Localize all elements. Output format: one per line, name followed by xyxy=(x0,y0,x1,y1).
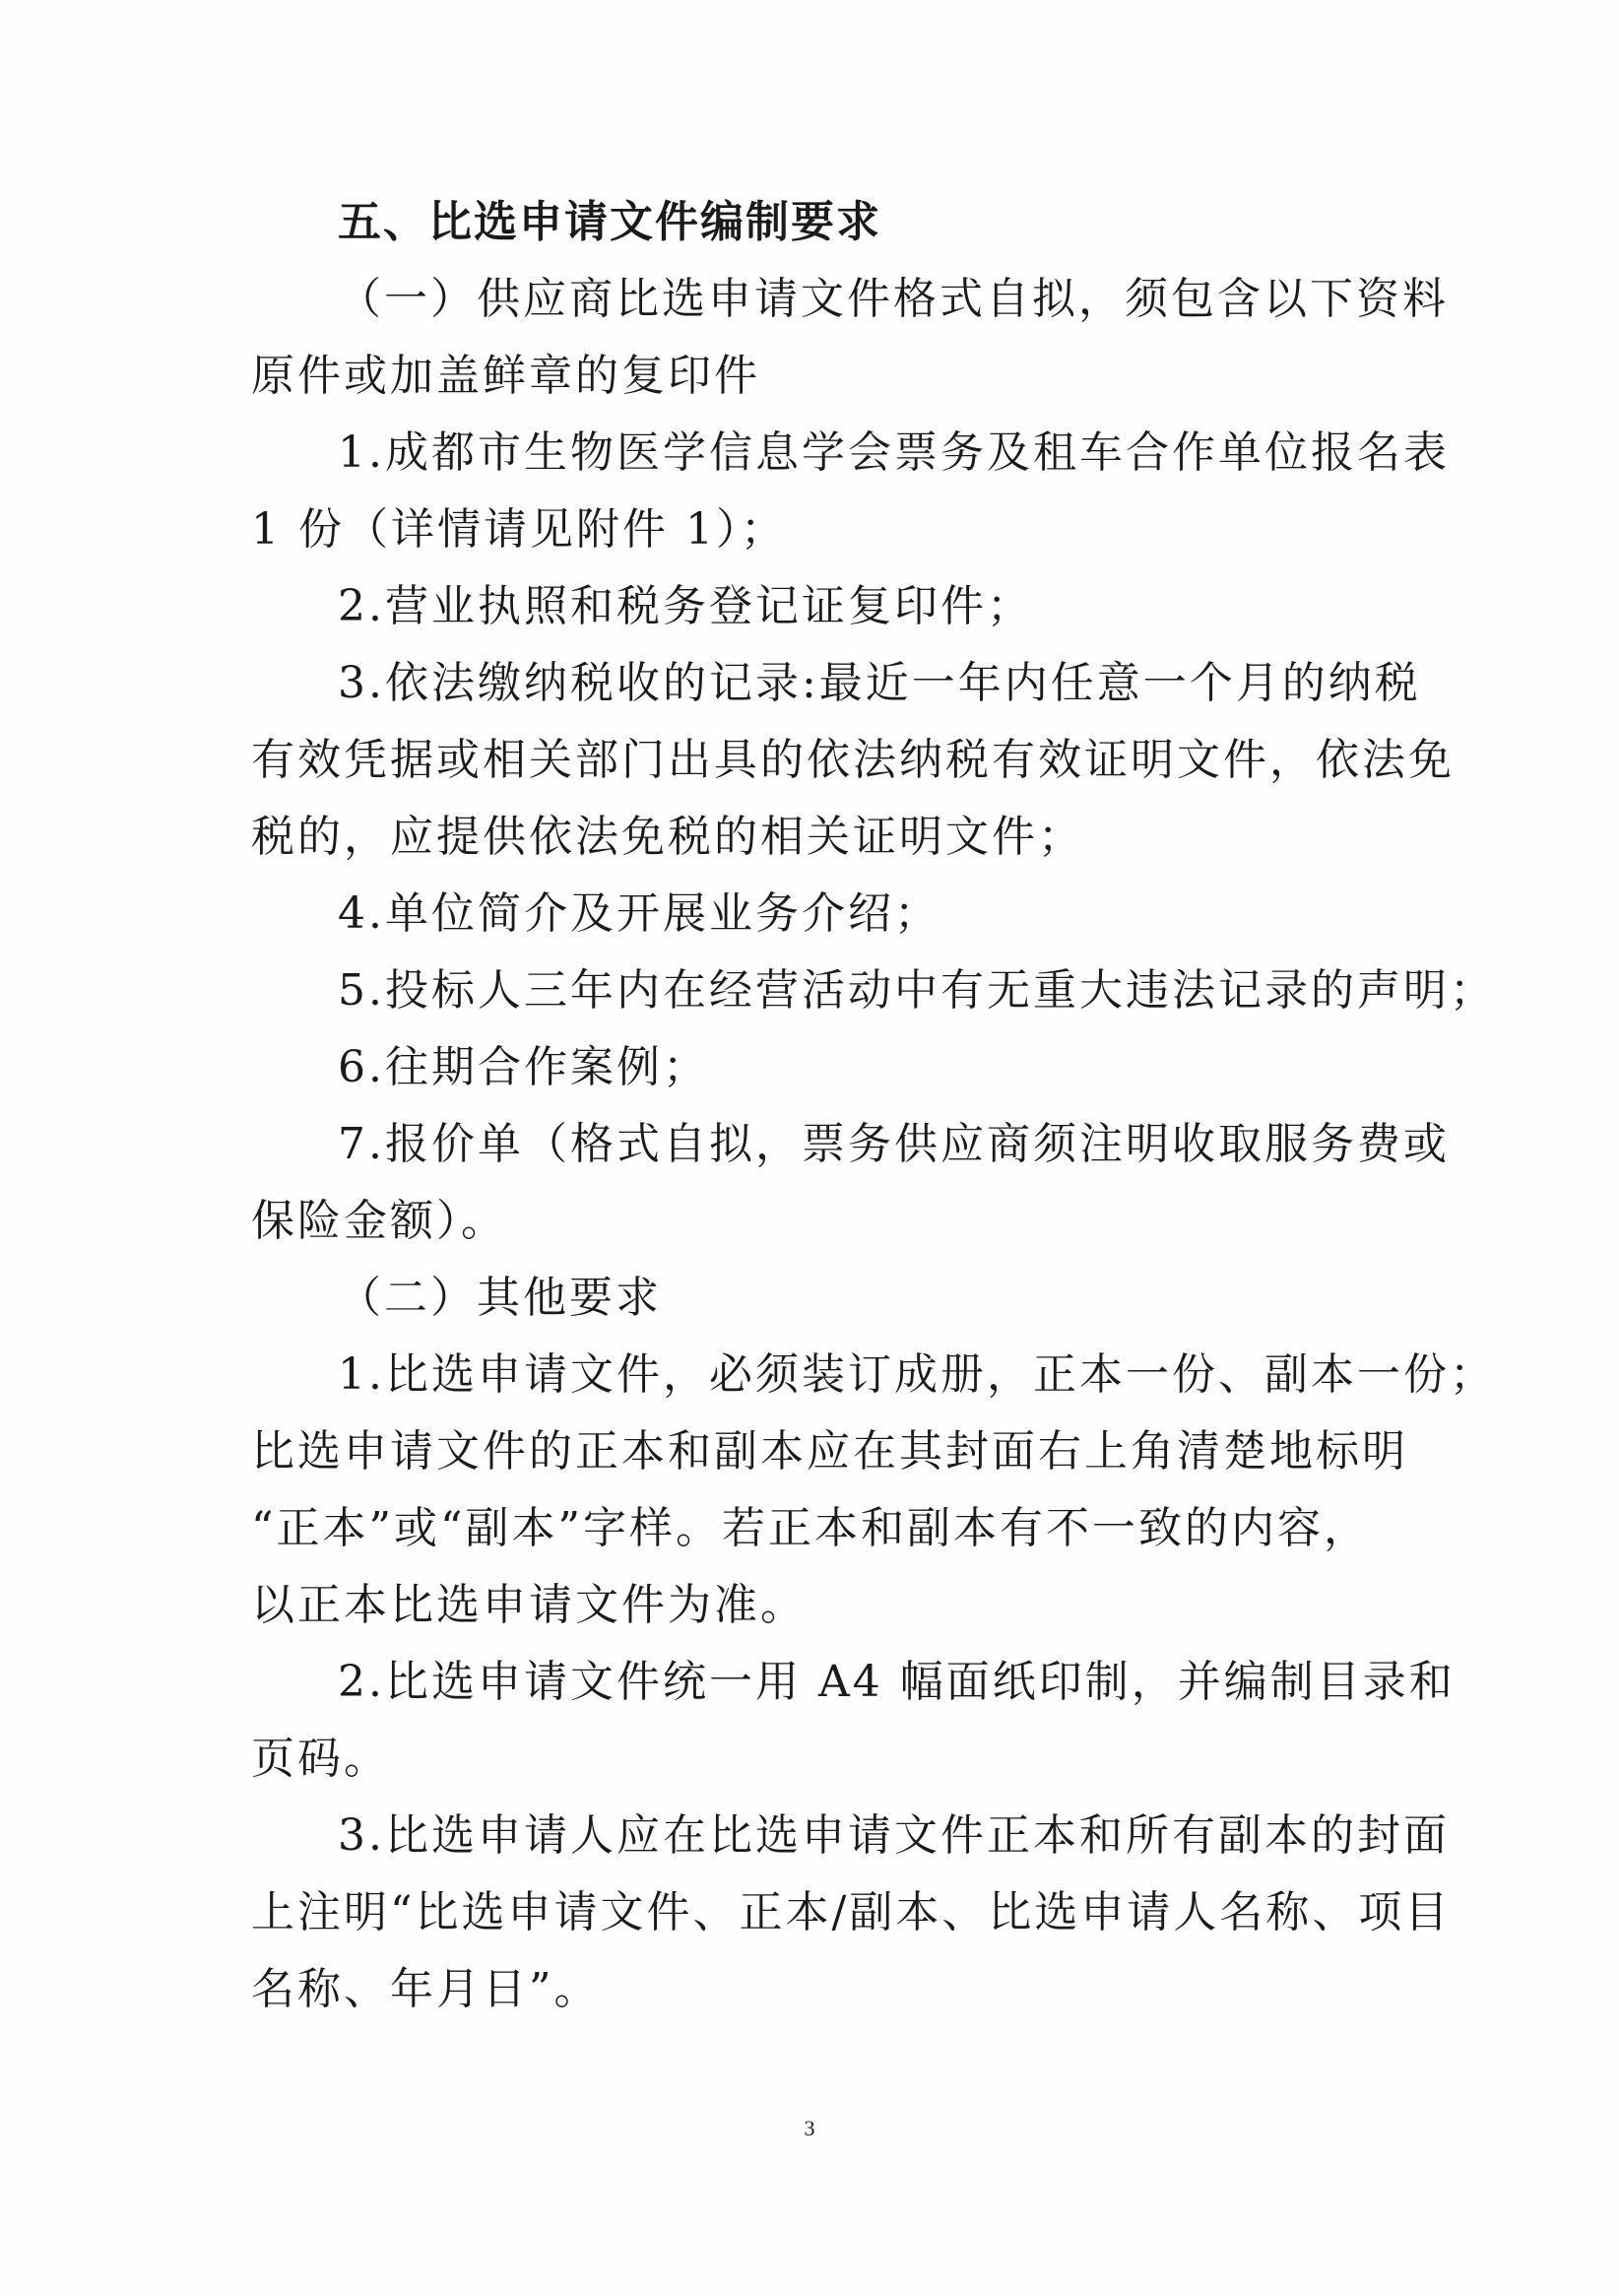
part2-heading: （二）其他要求 xyxy=(338,1273,662,1323)
req-1-line4: 以正本比选申请文件为准。 xyxy=(251,1580,807,1630)
item-1-line1: 1.成都市生物医学信息学会票务及租车合作单位报名表 xyxy=(338,427,1450,478)
req-1-line3: “正本”或“副本”字样。若正本和副本有不一致的内容， xyxy=(251,1503,1370,1553)
item-6-line1: 6.往期合作案例； xyxy=(338,1042,709,1092)
req-2-line1: 2.比选申请文件统一用 A4 幅面纸印制，并编制目录和 xyxy=(338,1657,1456,1707)
req-2-line2: 页码。 xyxy=(251,1734,390,1784)
part1-heading-line1: （一）供应商比选申请文件格式自拟，须包含以下资料 xyxy=(338,274,1449,324)
req-3-line2: 上注明“比选申请文件、正本/副本、比选申请人名称、项目 xyxy=(251,1887,1452,1937)
req-1-line1: 1.比选申请文件，必须装订成册，正本一份、副本一份； xyxy=(338,1349,1496,1400)
item-3-line2: 有效凭据或相关部门出具的依法纳税有效证明文件，依法免 xyxy=(251,735,1455,785)
req-3-line1: 3.比选申请人应在比选申请文件正本和所有副本的封面 xyxy=(338,1810,1450,1861)
req-1-line2: 比选申请文件的正本和副本应在其封面右上角清楚地标明 xyxy=(251,1426,1408,1476)
section-title: 五、比选申请文件编制要求 xyxy=(338,197,881,247)
item-1-line2: 1 份（详情请见附件 1）； xyxy=(251,504,787,555)
item-3-line1: 3.依法缴纳税收的记录:最近一年内任意一个月的纳税 xyxy=(338,658,1421,708)
req-3-line3: 名称、年月日”。 xyxy=(251,1964,601,2014)
item-4-line1: 4.单位简介及开展业务介绍； xyxy=(338,888,940,939)
page-number: 3 xyxy=(804,2116,815,2140)
item-5-line1: 5.投标人三年内在经营活动中有无重大违法记录的声明； xyxy=(338,965,1496,1016)
item-7-line2: 保险金额）。 xyxy=(251,1196,507,1246)
item-3-line3: 税的，应提供依法免税的相关证明文件； xyxy=(251,812,1084,862)
part1-heading-line2: 原件或加盖鲜章的复印件 xyxy=(251,351,760,401)
item-2-line1: 2.营业执照和税务登记证复印件； xyxy=(338,581,1033,631)
item-7-line1: 7.报价单（格式自拟，票务供应商须注明收取服务费或 xyxy=(338,1119,1450,1169)
